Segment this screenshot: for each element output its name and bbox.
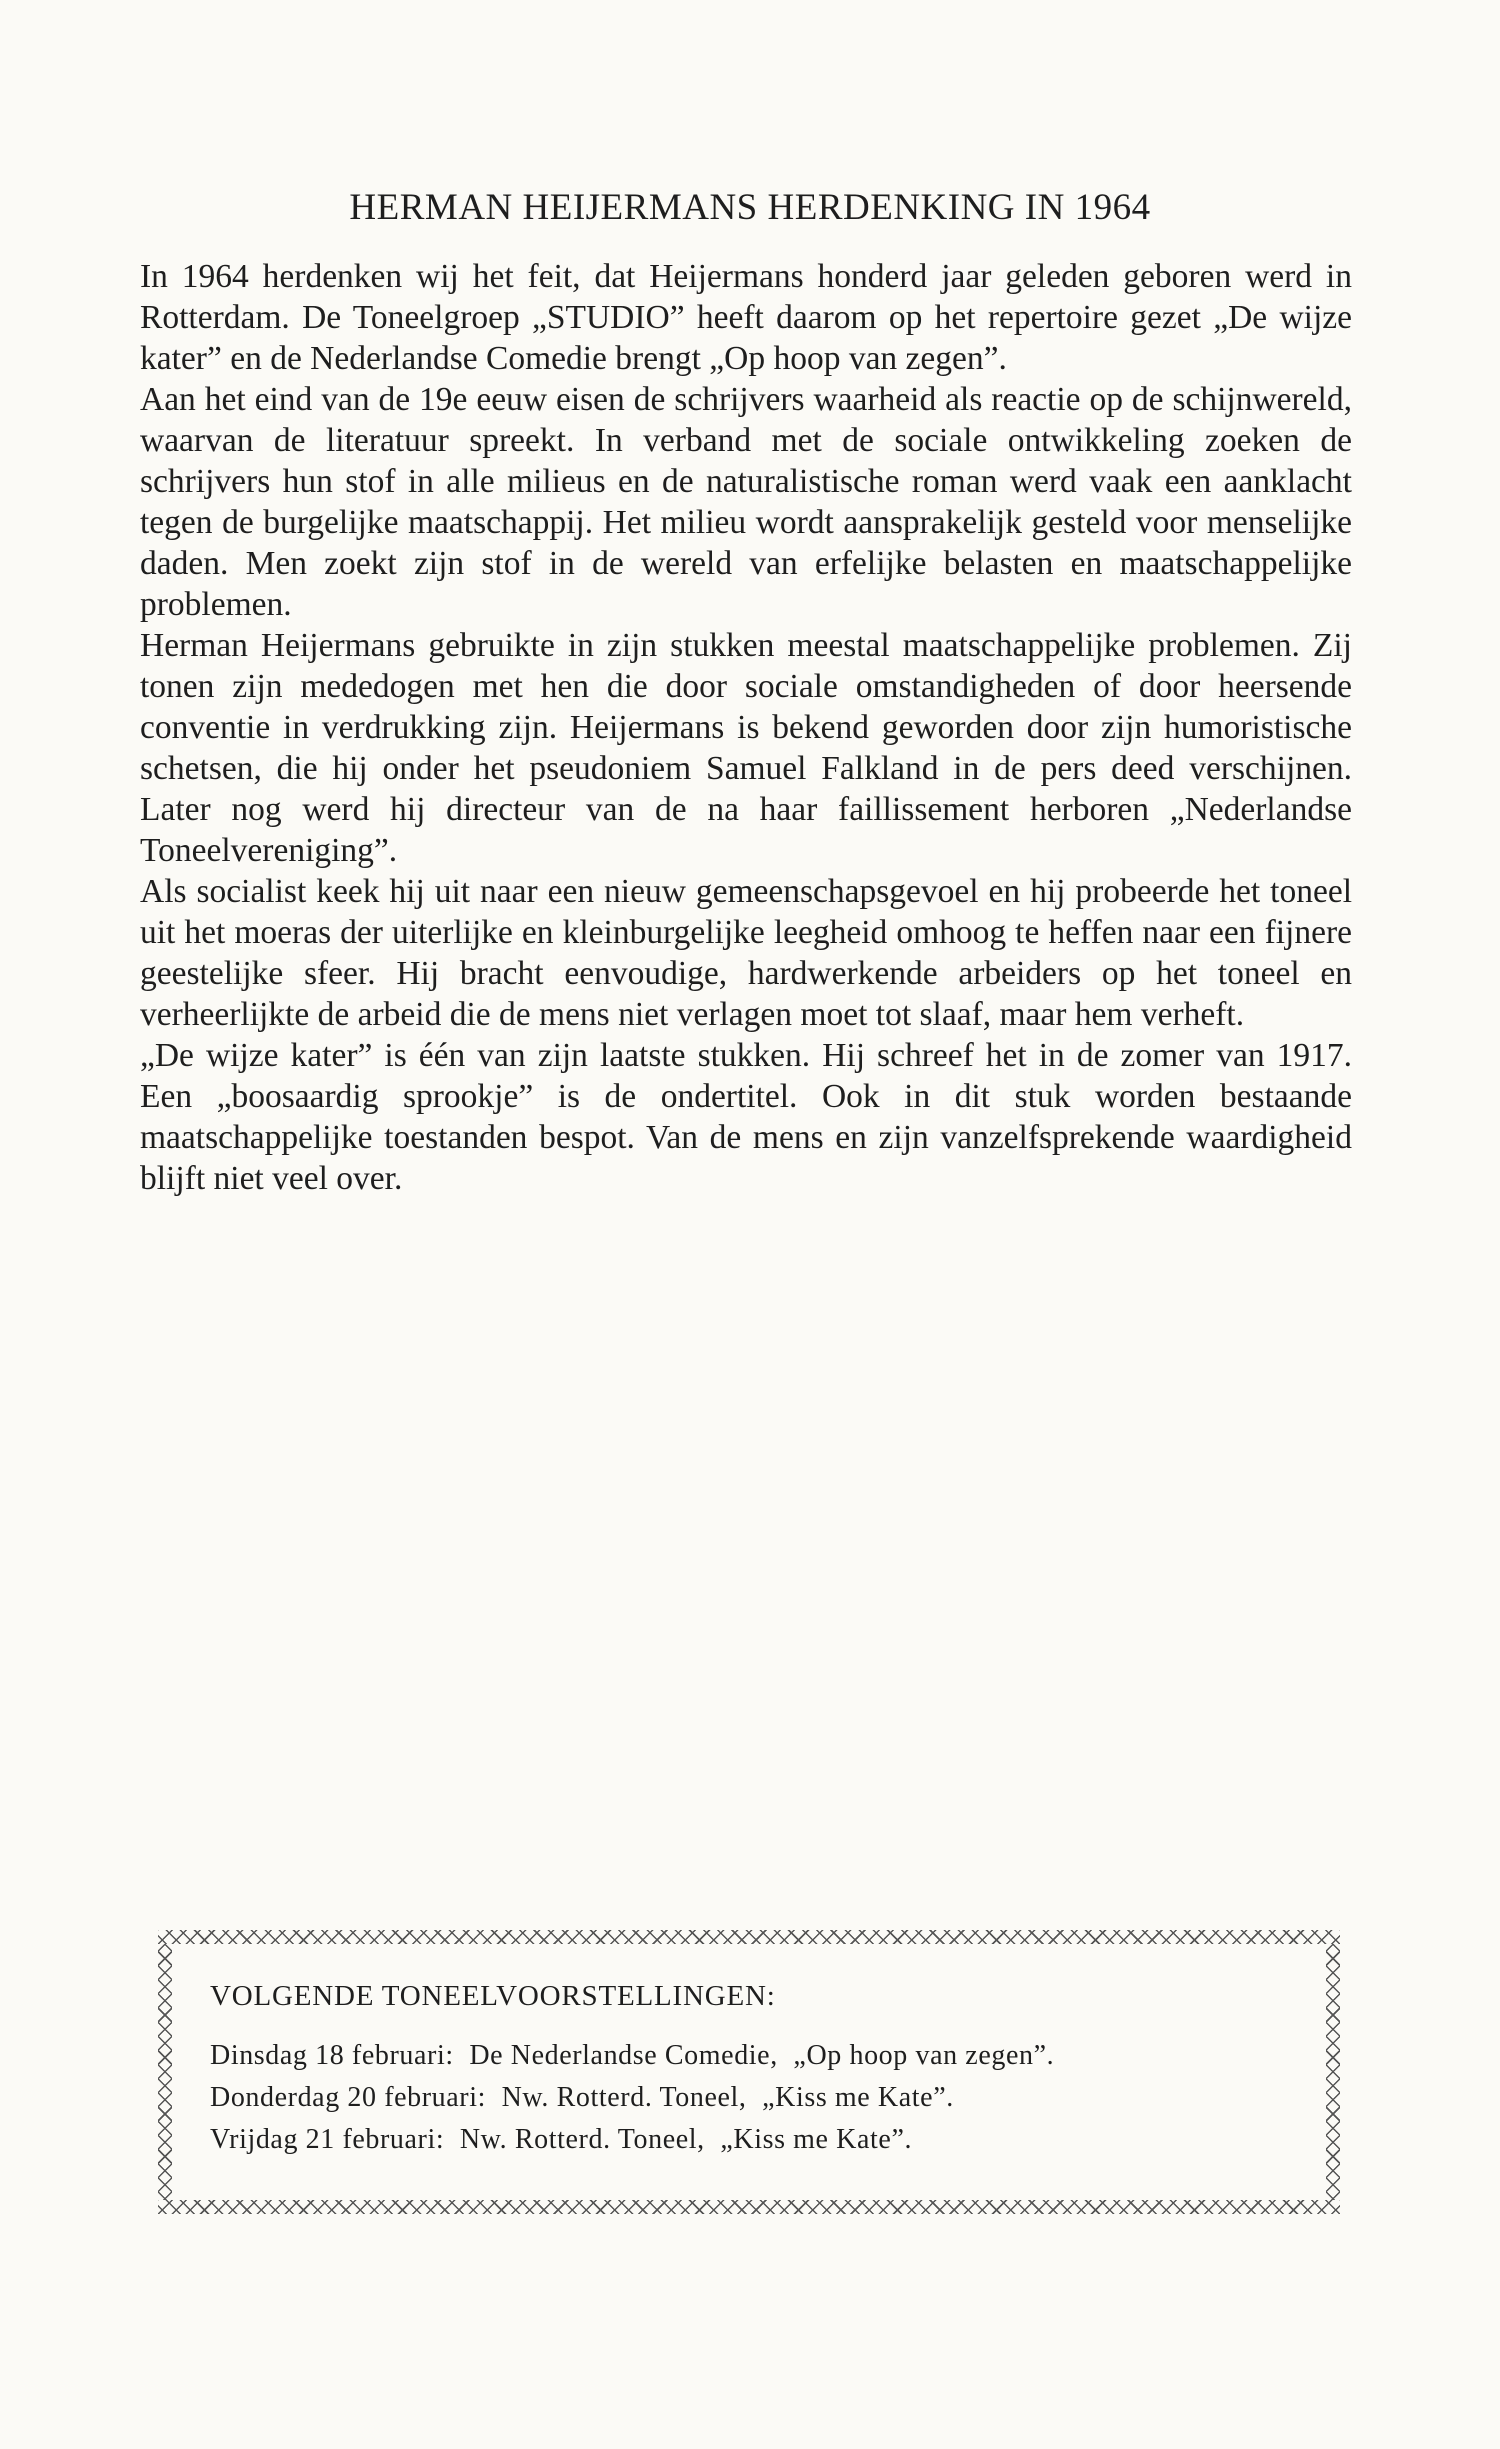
performance-date: Vrijdag 21 februari: xyxy=(210,2124,445,2155)
theater-company: De Nederlandse Comedie, xyxy=(469,2040,778,2071)
ornamental-border-top xyxy=(158,1930,1340,1944)
schedule-item xyxy=(210,2077,1300,2119)
ornamental-border-left xyxy=(158,1944,172,2200)
performance-date: Donderdag 20 februari: xyxy=(210,2082,486,2113)
theater-company: Nw. Rotterd. Toneel, xyxy=(501,2082,747,2113)
article-body xyxy=(140,256,1352,1199)
schedule-item xyxy=(210,2035,1300,2077)
paragraph-socialism: Als socialist keek hij uit naar een nieuw gemeenschapsgevoel en hij probeerde het toneel uit het moeras der uiterlijke en kleinburgelijke leegheid omhoog te heffen naar een fijnere geestelijke sfeer. Hij bracht eenvoudige, hardwerkende arbeiders op het toneel en verheerlijkte de arbeid die de mens niet verlagen moet tot slaaf, maar hem verheft. xyxy=(140,873,1352,1033)
schedule-item xyxy=(210,2119,1300,2161)
ornamental-border-right xyxy=(1326,1944,1340,2200)
paragraph-wijze-kater: „De wijze kater” is één van zijn laatste stukken. Hij schreef het in de zomer van 1917. Een „boosaardig sprookje” is de ondertitel. Ook in dit stuk worden bestaande maatschappelijke toestanden bespot. Van de mens en zijn vanzelfsprekende waardigheid blijft niet veel over. xyxy=(140,1037,1352,1197)
schedule-list xyxy=(210,2035,1300,2161)
paragraph-heijermans-work: Herman Heijermans gebruikte in zijn stukken meestal maatschappelijke problemen. Zij tonen zijn mededogen met hen die door sociale omstandigheden of door heersende conventie in verdrukking zijn. Heijermans is bekend geworden door zijn humoristische schetsen, die hij onder het pseudoniem Samuel Falkland in de pers deed verschijnen. Later nog werd hij directeur van de na haar faillissement herboren „Nederlandse Toneelvereniging”. xyxy=(140,627,1352,869)
page-title: HERMAN HEIJERMANS HERDENKING IN 1964 xyxy=(349,187,1151,228)
theater-company: Nw. Rotterd. Toneel, xyxy=(459,2124,705,2155)
performance-schedule-box xyxy=(158,1930,1340,2214)
play-title: „Kiss me Kate”. xyxy=(762,2082,954,2113)
paragraph-naturalism: Aan het eind van de 19e eeuw eisen de schrijvers waarheid als reactie op de schijnwereld, waarvan de literatuur spreekt. In verband met de sociale ontwikkeling zoeken de schrijvers hun stof in alle milieus en de naturalistische roman werd vaak een aanklacht tegen de burgelijke maatschappij. Het milieu wordt aansprakelijk gesteld voor menselijke daden. Men zoekt zijn stof in de wereld van erfelijke belasten en maatschappelijke problemen. xyxy=(140,381,1352,623)
ornamental-border-bottom xyxy=(158,2200,1340,2214)
performance-date: Dinsdag 18 februari: xyxy=(210,2040,454,2071)
schedule-heading: VOLGENDE TONEELVOORSTELLINGEN: xyxy=(210,1980,776,2012)
paragraph-intro: In 1964 herdenken wij het feit, dat Heijermans honderd jaar geleden geboren werd in Rotterdam. De Toneelgroep „STUDIO” heeft daarom op het repertoire gezet „De wijze kater” en de Nederlandse Comedie brengt „Op hoop van zegen”. xyxy=(140,258,1352,377)
schedule-content xyxy=(210,1980,1300,2161)
play-title: „Kiss me Kate”. xyxy=(720,2124,913,2155)
play-title: „Op hoop van zegen”. xyxy=(793,2040,1055,2071)
